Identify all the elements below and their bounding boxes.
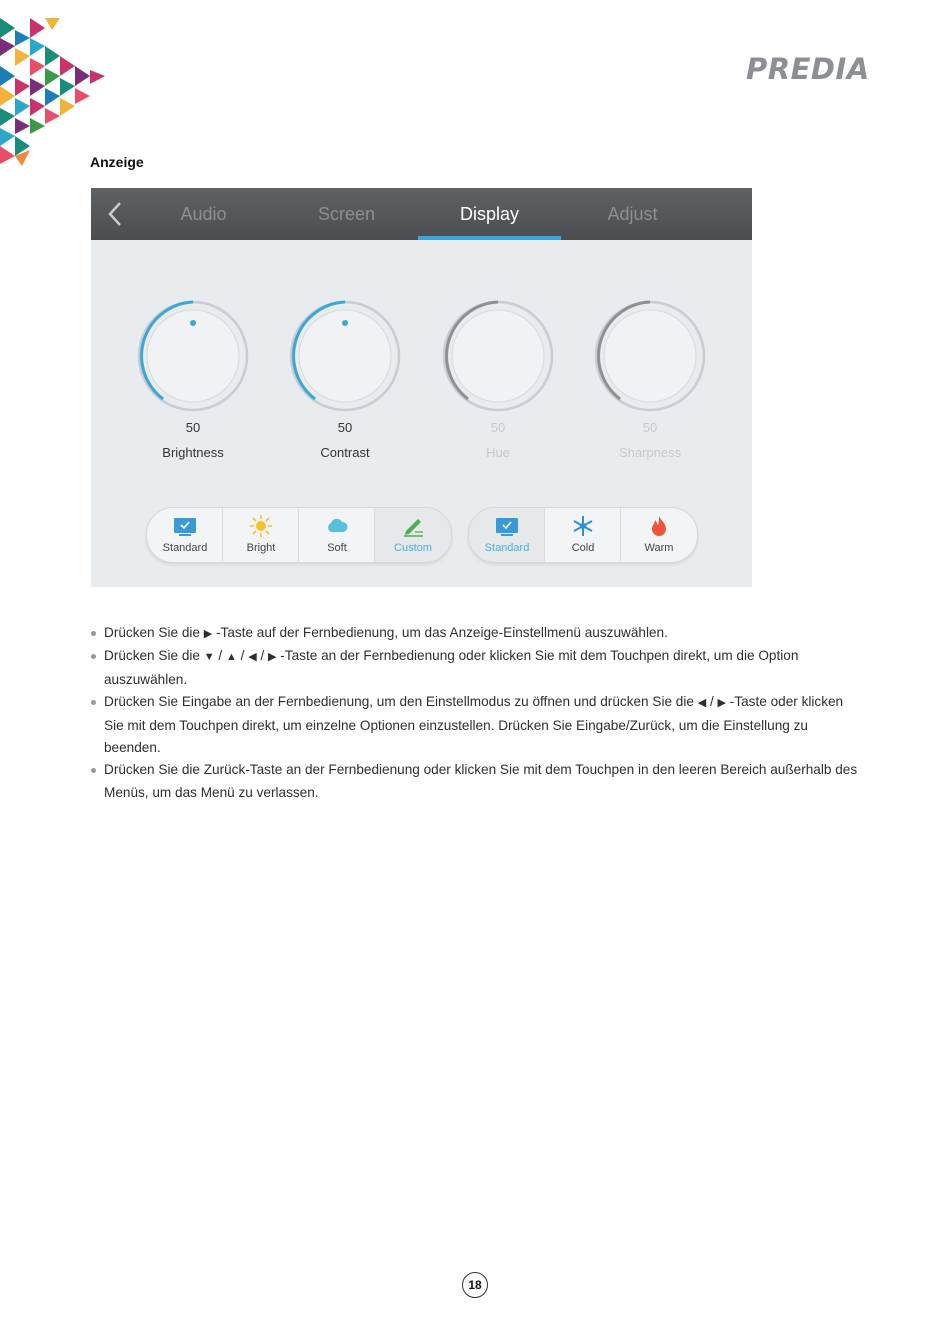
monitor-check-icon xyxy=(173,515,197,537)
tab-adjust[interactable]: Adjust xyxy=(607,204,658,224)
instruction-text: -Taste an der Fernbedienung oder klicken Sie mit dem Touchpen direkt, um die Option auszuwählen. xyxy=(104,648,799,687)
instruction-text: -Taste oder klicken Sie mit dem Touchpen direkt, um einzelne Optionen einzustellen. Drücken Sie Eingabe/Zurück, um die Einstellung zu beenden. xyxy=(104,694,844,756)
tab-audio[interactable]: Audio xyxy=(180,204,227,224)
instruction-text: Drücken Sie die Zurück-Taste an der Fernbedienung oder klicken Sie mit dem Touchpen in den leeren Bereich außerhalb des Menüs, um das Menü zu verlassen. xyxy=(104,762,858,800)
instruction-text: Drücken Sie die xyxy=(104,625,204,640)
contrast-knob[interactable] xyxy=(285,296,405,416)
picture-mode-custom[interactable] xyxy=(375,508,451,562)
separator: / xyxy=(706,694,718,710)
hue-knob xyxy=(438,296,558,416)
picture-mode-custom-label: Custom xyxy=(394,542,432,554)
picture-mode-standard[interactable] xyxy=(147,508,223,562)
picture-mode-standard-label: Standard xyxy=(162,542,208,554)
picture-mode-bright[interactable] xyxy=(223,508,299,562)
sun-icon xyxy=(249,515,273,537)
decorative-mosaic xyxy=(0,0,110,170)
color-temperature-group xyxy=(468,507,698,563)
page-number: 18 xyxy=(462,1272,488,1298)
sharpness-label: Sharpness xyxy=(618,445,682,460)
brand-logo: PREDIA xyxy=(746,52,870,86)
snowflake-icon xyxy=(571,515,595,537)
color-temp-warm[interactable] xyxy=(621,508,697,562)
hue-value: 50 xyxy=(490,420,506,435)
picture-mode-soft[interactable] xyxy=(299,508,375,562)
color-temp-warm-label: Warm xyxy=(644,542,674,554)
picture-mode-soft-label: Soft xyxy=(327,542,347,554)
tab-screen[interactable]: Screen xyxy=(317,204,376,224)
down-arrow-icon: ▼ xyxy=(203,651,215,664)
active-tab-indicator xyxy=(418,236,561,240)
instruction-text: -Taste auf der Fernbedienung, um das Anzeige-Einstellmenü auszuwählen. xyxy=(212,625,668,640)
picture-mode-group xyxy=(146,507,452,563)
cloud-icon xyxy=(325,515,349,537)
instruction-item xyxy=(90,622,860,645)
separator: / xyxy=(214,648,226,664)
instruction-list xyxy=(90,622,860,804)
separator: / xyxy=(236,648,249,664)
picture-mode-bright-label: Bright xyxy=(246,542,276,554)
tab-bar xyxy=(91,188,752,240)
left-arrow-icon: ◀ xyxy=(697,697,707,710)
pencil-icon xyxy=(401,515,425,537)
contrast-value: 50 xyxy=(337,420,353,435)
sharpness-knob xyxy=(590,296,710,416)
separator: / xyxy=(256,648,269,664)
flame-icon xyxy=(647,515,671,537)
instruction-text: Drücken Sie Eingabe an der Fernbedienung, um den Einstellmodus zu öffnen und drücken Sie die xyxy=(104,694,698,710)
color-temp-cold[interactable] xyxy=(545,508,621,562)
color-temp-standard-label: Standard xyxy=(484,542,530,554)
color-temp-standard[interactable] xyxy=(469,508,545,562)
right-arrow-icon: ▶ xyxy=(717,697,727,710)
brightness-knob[interactable] xyxy=(133,296,253,416)
instruction-text: Drücken Sie die xyxy=(104,648,204,664)
brightness-value: 50 xyxy=(185,420,201,435)
back-arrow-icon[interactable] xyxy=(105,200,125,228)
left-arrow-icon: ◀ xyxy=(248,651,257,664)
section-title: Anzeige xyxy=(90,154,144,170)
right-arrow-icon: ▶ xyxy=(268,651,277,664)
right-arrow-icon: ▶ xyxy=(203,628,213,640)
instruction-item xyxy=(90,691,860,759)
display-settings-screenshot xyxy=(91,188,752,587)
tab-display[interactable]: Display xyxy=(459,204,520,224)
hue-label: Hue xyxy=(486,445,510,460)
color-temp-cold-label: Cold xyxy=(571,542,595,554)
sharpness-value: 50 xyxy=(642,420,658,435)
instruction-item xyxy=(90,645,860,691)
brightness-label: Brightness xyxy=(162,445,224,460)
up-arrow-icon: ▲ xyxy=(225,651,237,664)
instruction-item xyxy=(90,759,860,804)
monitor-check-icon xyxy=(495,515,519,537)
contrast-label: Contrast xyxy=(320,445,370,460)
